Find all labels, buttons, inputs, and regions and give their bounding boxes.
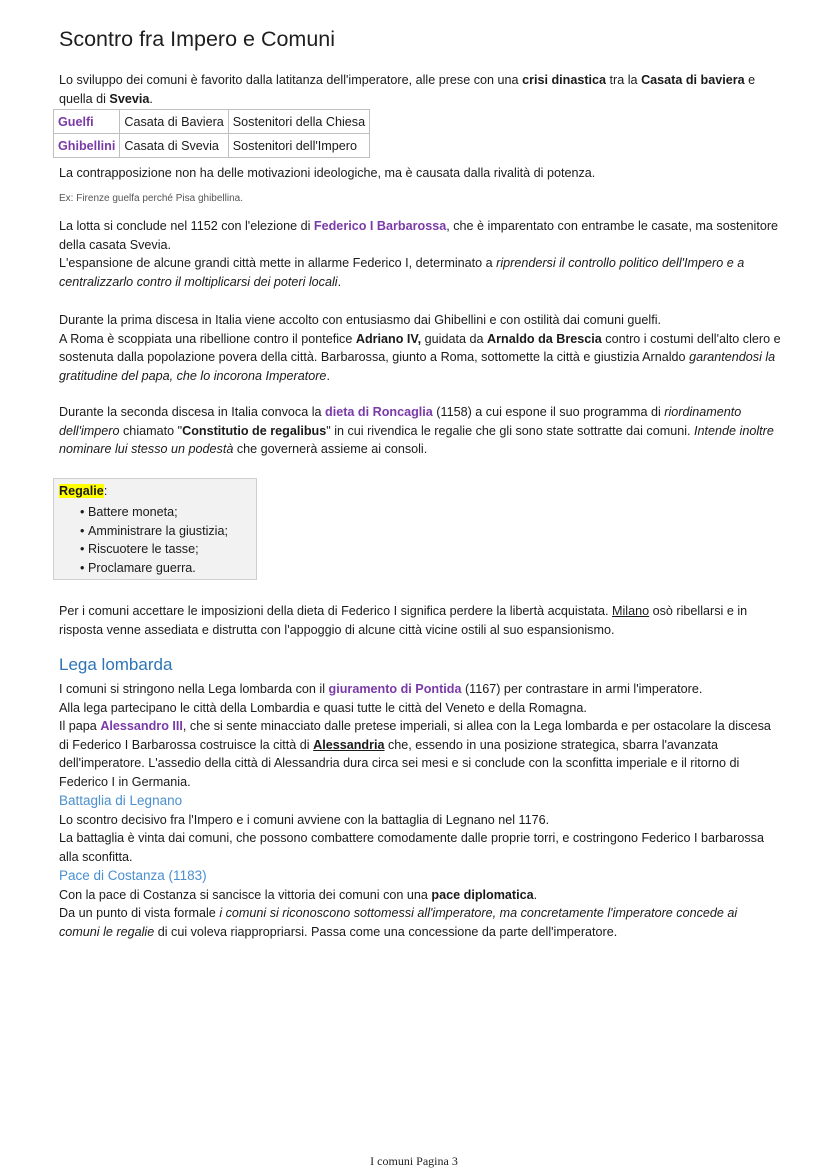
text: Alla lega partecipano le città della Lombardia e quasi tutte le città del Veneto e della Romagna. (59, 700, 587, 715)
text: La battaglia è vinta dai comuni, che possono combattere comodamente dalle proprie torri, e costringono Federico I barbarossa alla sconfitta. (59, 831, 764, 864)
legnano-paragraph (59, 811, 781, 867)
table-row (54, 134, 370, 158)
regalie-list (54, 503, 228, 577)
text: . (326, 368, 330, 383)
example-note: Ex: Firenze guelfa perché Pisa ghibellina. (59, 193, 243, 204)
costanza-heading: Pace di Costanza (1183) (59, 868, 207, 883)
table-cell: Sostenitori dell'Impero (228, 134, 369, 158)
text: Con la pace di Costanza si sancisce la vittoria dei comuni con una (59, 887, 432, 902)
bold-text: Svevia (109, 91, 150, 106)
table-cell: Casata di Svevia (120, 134, 228, 158)
costanza-paragraph (59, 886, 781, 942)
text: I comuni si stringono nella Lega lombarda con il (59, 682, 329, 696)
lega-paragraph (59, 680, 781, 792)
costanza-section (59, 867, 781, 941)
text: contro i costumi dell'alto clero e sostenuta dalla popolazione povera della città. Barbarossa, giunto a Roma, sottomette la città e giustizia Arnaldo (59, 331, 781, 365)
italic-text: riprendersi il controllo politico dell'Impero e a centralizzarlo contro il moltiplicarsi dei poteri locali (59, 256, 745, 289)
text: . (533, 887, 538, 902)
text: e quella di (59, 73, 756, 106)
text: guidata da (421, 331, 487, 346)
text: di cui voleva riappropriarsi. Passa come una concessione da parte dell'imperatore. (154, 924, 618, 939)
contrapposizione-paragraph: La contrapposizione non ha delle motivazioni ideologiche, ma è causata dalla rivalità di potenza. (59, 166, 596, 180)
bold-underlined-text: Alessandria (313, 737, 385, 752)
table-cell: Guelfi (54, 110, 120, 134)
text: : (103, 484, 108, 498)
text: . (149, 91, 153, 106)
factions-table (53, 109, 370, 158)
bold-text: Casata di baviera (641, 73, 745, 87)
text: Lo sviluppo dei comuni è favorito dalla latitanza dell'imperatore, alle prese con una (59, 73, 523, 87)
text: Durante la seconda discesa in Italia convoca la (59, 405, 326, 419)
text: La lotta si conclude nel 1152 con l'elezione di (59, 219, 314, 233)
lotta-paragraph (59, 217, 781, 291)
underlined-text: Milano (612, 604, 650, 618)
highlight-term: giuramento di Pontida (328, 682, 462, 696)
text: A Roma è scoppiata una ribellione contro il pontefice (59, 331, 356, 346)
text: tra la (606, 73, 642, 87)
text: Da un punto di vista formale (59, 906, 220, 921)
italic-text: garantendosi la gratitudine del papa, che lo incorona Imperatore (59, 350, 776, 383)
milano-paragraph (59, 602, 781, 639)
highlight-term: Alessandro III (100, 719, 183, 734)
text: osò ribellarsi e in risposta venne assediata e distrutta con l'appoggio di alcune città vicine ostili al suo espansionismo. (59, 604, 748, 637)
bold-text: Adriano IV, (355, 331, 422, 346)
bold-text: pace diplomatica (431, 887, 534, 902)
highlight-term: dieta di Roncaglia (325, 405, 433, 419)
list-item: • Proclamare guerra. (54, 559, 228, 578)
seconda-discesa-paragraph (59, 403, 781, 459)
legnano-section (59, 792, 781, 866)
text: , che è imparentato con entrambe le casate, ma sostenitore della casata Svevia. (59, 219, 779, 252)
page-title: Scontro fra Impero e Comuni (59, 27, 336, 51)
highlight-term: Federico I Barbarossa (313, 219, 447, 233)
text: " in cui rivendica le regalie che gli sono state sottratte dai comuni. (326, 423, 695, 438)
bold-text: crisi dinastica (522, 73, 607, 87)
text: , che si sente minacciato dalle pretese imperiali, si allea con la Lega lombarda e per ostacolare la discesa di Federico I Barbarossa costruisce la città di (59, 719, 771, 752)
list-item: • Riscuotere le tasse; (54, 540, 228, 559)
italic-text: riordinamento dell'impero (59, 405, 742, 438)
legnano-heading: Battaglia di Legnano (59, 793, 183, 808)
text: Durante la prima discesa in Italia viene accolto con entusiasmo dai Ghibellini e con ostilità dai comuni guelfi. (59, 313, 662, 327)
text: Il papa (59, 719, 101, 734)
list-item: • Amministrare la giustizia; (54, 522, 228, 541)
regalie-heading (59, 484, 107, 498)
intro-paragraph (59, 71, 781, 108)
lega-heading: Lega lombarda (59, 655, 173, 674)
list-item: • Battere moneta; (54, 503, 228, 522)
prima-discesa-paragraph (59, 311, 781, 385)
italic-text: i comuni si riconoscono sottomessi all'imperatore, ma concretamente l'imperatore concede ai comuni le regalie (59, 906, 738, 939)
text: che, essendo in una posizione strategica, sbarra l'avanzata dell'imperatore. L'assedio della città di Alessandria dura circa sei mesi e si conclude con la sconfitta imperiale e il ritorno di Federico I in Germania. (59, 737, 740, 789)
text: che governerà assieme ai consoli. (233, 442, 428, 457)
highlighted-label: Regalie (59, 484, 104, 498)
regalie-box (53, 478, 257, 580)
text: Lo scontro decisivo fra l'Impero e i comuni avviene con la battaglia di Legnano nel 1176. (59, 812, 550, 827)
table-cell: Casata di Baviera (120, 110, 228, 134)
page-footer: I comuni Pagina 3 (370, 1154, 458, 1168)
table-row (54, 110, 370, 134)
bold-text: Constitutio de regalibus (182, 423, 327, 438)
table-cell: Sostenitori della Chiesa (228, 110, 369, 134)
text: (1167) per contrastare in armi l'imperatore. (461, 682, 703, 696)
text: chiamato " (119, 423, 183, 438)
text: (1158) a cui espone il suo programma di (432, 405, 665, 419)
table-cell: Ghibellini (54, 134, 120, 158)
bold-text: Arnaldo da Brescia (487, 331, 602, 346)
text: . (337, 274, 342, 289)
text: L'espansione de alcune grandi città mette in allarme Federico I, determinato a (59, 256, 497, 271)
italic-text: Intende inoltre nominare lui stesso un podestà (59, 423, 774, 457)
text: Per i comuni accettare le imposizioni della dieta di Federico I significa perdere la libertà acquistata. (59, 604, 613, 618)
